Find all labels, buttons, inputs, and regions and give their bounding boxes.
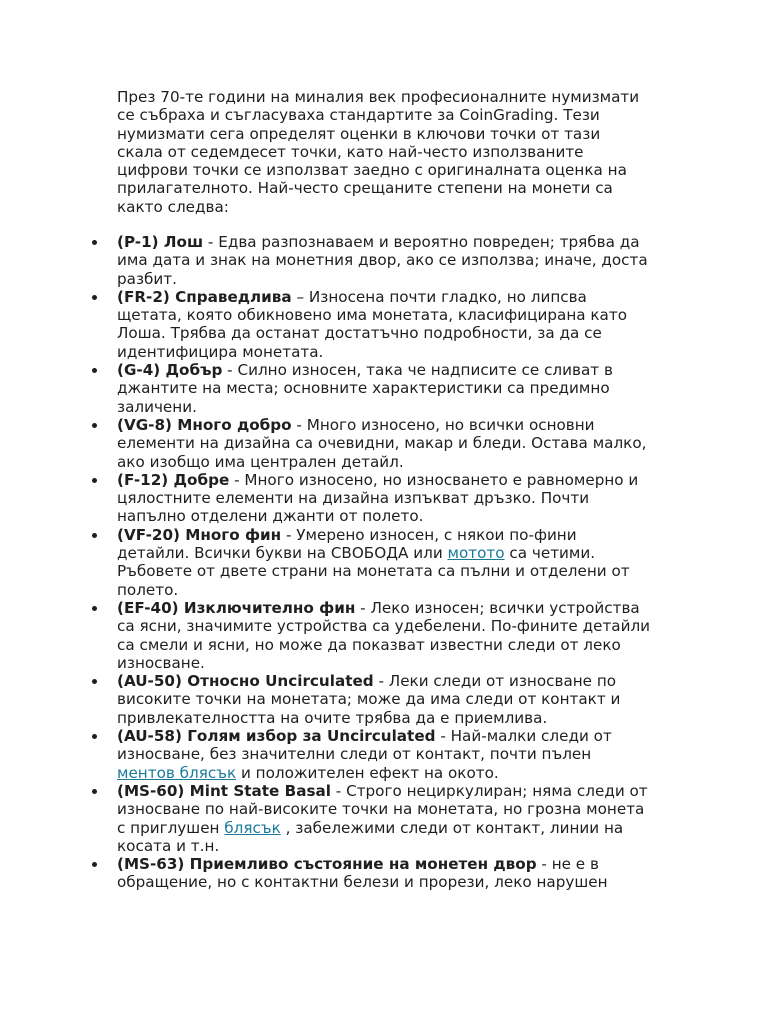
list-item [117,233,652,288]
grade-description-end: , забележими следи от контакт, линии на косата и т.н. [117,818,624,855]
grade-description: - Силно износен, така че надписите се сливат в джантите на места; основните характеристики са предимно заличени. [117,361,613,416]
grade-description: - Много износено, но всички основни елементи на дизайна са очевидни, макар и бледи. Остава малко, ако изобщо има централен детайл. [117,415,647,471]
intro-paragraph: През 70-те години на миналия век професионалните нумизмати се събраха и съгласуваха стандартите за CoinGrading. Тези нумизмати сега определят оценки в ключови точки от тази скала от седемдесет точки, като най-често използваните цифрови точки се използват заедно с оригиналната оценка на прилагателното. Най-често срещаните степени на монети са както следва: [117,88,640,216]
grade-description-end: и положителен ефект на окото. [236,763,499,782]
list-item [117,526,652,599]
list-item [117,599,652,672]
grade-description: - Леко износен; всички устройства са ясни, значимите устройства са удебелени. По-фините детайли са смели и ясни, но може да показват известни следи от леко износване. [117,598,651,672]
grade-description: - Много износено, но износването е равномерно и цялостните елементи на дизайна изпъкват дръзко. Почти напълно отделени джанти от полето. [117,470,639,526]
grade-description-end: са четими. Ръбовете от двете страни на монетата са пълни и отделени от полето. [117,544,630,599]
list-item [117,361,652,416]
motto-link[interactable]: мотото [447,544,505,563]
list-item [117,416,652,471]
grade-term: (EF-40) Изключително фин [117,598,356,617]
grade-term: (AU-58) Голям избор за Uncirculated [117,727,436,746]
mint-luster-link[interactable]: ментов блясък [117,763,237,782]
grade-term: (FR-2) Справедлива [117,287,292,306]
grade-description: - Едва разпознаваем и вероятно повреден; трябва да има дата и знак на монетния двор, ако се използва; иначе, доста разбит. [117,233,648,288]
grade-term: (AU-50) Относно Uncirculated [117,672,374,691]
list-item [117,672,652,727]
grade-term: (VF-20) Много фин [117,525,282,544]
grade-description: – Износена почти гладко, но липсва щетата, която обикновено има монетата, класифицирана като Лоша. Трябва да останат достатъчно подробности, за да се идентифицира монетата. [117,287,627,361]
grade-description-start: - Умерено износен, с някои по-фини детайли. Всички букви на СВОБОДА или [117,525,577,563]
list-item [117,782,652,855]
grade-term: (MS-60) Mint State Basal [117,781,331,800]
list-item [117,471,652,526]
list-item [117,727,652,782]
luster-link[interactable]: блясък [224,818,281,837]
grade-description-start: - Строго нециркулиран; няма следи от износване по най-високите точки на монетата, но грозна монета с приглушен [117,781,648,837]
grade-term: (P-1) Лош [117,233,204,251]
grade-term: (G-4) Добър [117,361,223,380]
grade-description: - не е в обращение, но с контактни белези и прорези, леко нарушен [117,855,608,892]
grade-term: (MS-63) Приемливо състояние на монетен двор [117,855,537,874]
grade-term: (VG-8) Много добро [117,415,292,434]
grade-term: (F-12) Добре [117,470,230,489]
list-item [117,855,652,892]
grade-description-start: - Най-малки следи от износване, без значителни следи от контакт, почти пълен [117,727,612,764]
grade-list [117,233,652,892]
grade-description: - Леки следи от износване по високите точки на монетата; може да има следи от контакт и привлекателността на очите трябва да е приемлива. [117,672,621,727]
list-item [117,288,652,361]
